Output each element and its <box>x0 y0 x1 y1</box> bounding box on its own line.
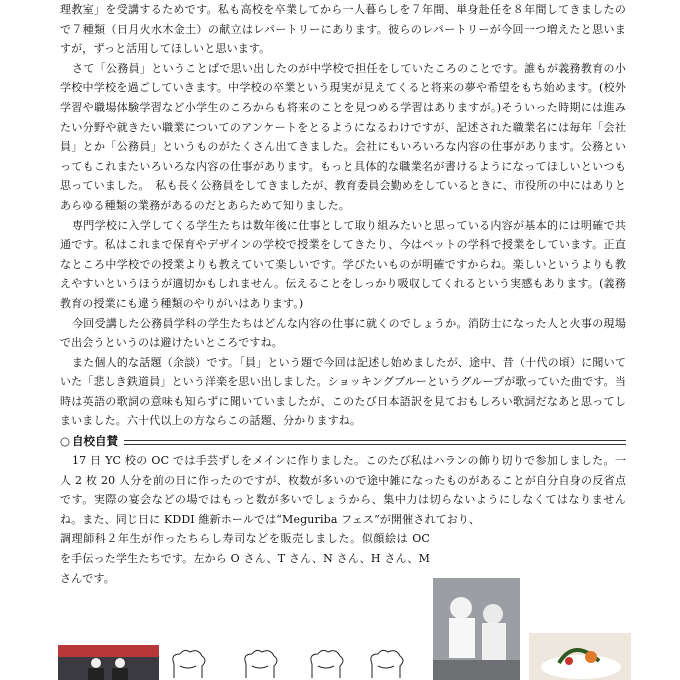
section-paragraph-continued: 調理師科２年生が作ったちらし寿司などを販売しました。似顔絵は OC を手伝った学生たちです。左から O さん、T さん、N さん、H さん、M さんです。 <box>60 532 430 585</box>
section-body <box>60 451 626 588</box>
chef-portrait-2 <box>240 648 280 680</box>
document-page <box>60 0 626 588</box>
chef-portrait-3 <box>306 648 346 680</box>
paragraph-4: 今回受講した公務員学科の学生たちはどんな内容の仕事に就くのでしょうか。消防士になった人と火事の現場で出会うというのは避けたいところですね。 <box>60 316 626 350</box>
paragraph-5: また個人的な話題（余談）です。「員」という題で今回は記述し始めましたが、途中、昔（十代の頃）に聞いていた「悲しき鉄道員」という洋楽を思い出しました。ショッキングブルーというグループが歌っていた曲です。当時は英語の歌詞の意味も知らずに聞いていましたが、このたび日本語訳を見ておもしろい歌詞だなあと思ってしまいました。六十代以上の方ならこの話題、分かりますね。 <box>60 355 626 428</box>
paragraph-1: 理教室」を受講するためです。私も高校を卒業してから一人暮らしを７年間、単身赴任を８年間してきましたので７種類（日月火水木金土）の献立はレパートリーにあります。彼らのレパートリーが今回一つ増えたと思いますが，ずっと活用してほしいと思います。 <box>60 3 626 56</box>
section-mark: ○ <box>60 434 71 449</box>
dish-photo <box>529 633 631 680</box>
chef-portrait-4 <box>366 648 406 680</box>
chef-portrait-1 <box>168 648 208 680</box>
section-paragraph: 17 日 YC 校の OC では手芸ずしをメインに作りました。このたび私はハランの飾り切りで参加しました。一人 2 枚 20 人分を前の日に作ったのですが、枚数が多いので途中雑になったものがあることが自分自身の反省点です。実際の宴会などの場ではもっと数が多いでしょうから、集中力は切らないようにしなくてはなりませんね。また、同じ日に KDDI 維新ホールでは“Meguriba フェス”が開催されており、 <box>60 454 626 526</box>
booth-photo <box>58 645 159 680</box>
staff-photo <box>433 578 520 680</box>
article-body <box>60 0 626 431</box>
paragraph-2: さて「公務員」ということばで思い出したのが中学校で担任をしていたころのことです。誰もが義務教育の小学校中学校を過ごしていきます。中学校の卒業という現実が見えてくると将来の夢や希望をもち始めます。(校外学習や職場体験学習など小学生のころからも将来のことを見つめる学習はありますが。)そういった時期には進みたい分野や就きたい職業についてのアンケートをとるようになるわけですが、記述された職業名には毎年「会社員」とか「公務員」というものがたくさん出てきました。会社にもいろいろな内容の仕事があります。公務といってもこれまたいろいろな内容の仕事があります。もっと具体的な職業名が書けるようになってほしいといつも思っていました。 私も長く公務員をしてきましたが、教育委員会勤めをしているときに、市役所の中にはありとあらゆる種類の業務があるのだとあらためて知りました。 <box>60 61 626 212</box>
section-rule <box>124 440 626 445</box>
paragraph-3: 専門学校に入学してくる学生たちは数年後に仕事として取り組みたいと思っている内容が基本的には明確で共通です。私はこれまで保育やデザインの学校で授業をしてきたり、今はペットの学科で授業をしています。正直なところ中学校での授業よりも教えていて楽しいです。学びたいものが明確ですからね。楽しいというよりも教えやすいというほうが適切かもしれません。伝えることをしっかり吸収してくれるという実感もあります。(義務教育の授業にも違う種類のやりがいはあります。) <box>60 218 626 310</box>
section-title: 自校自賛 <box>72 434 119 449</box>
section-heading <box>60 432 626 451</box>
